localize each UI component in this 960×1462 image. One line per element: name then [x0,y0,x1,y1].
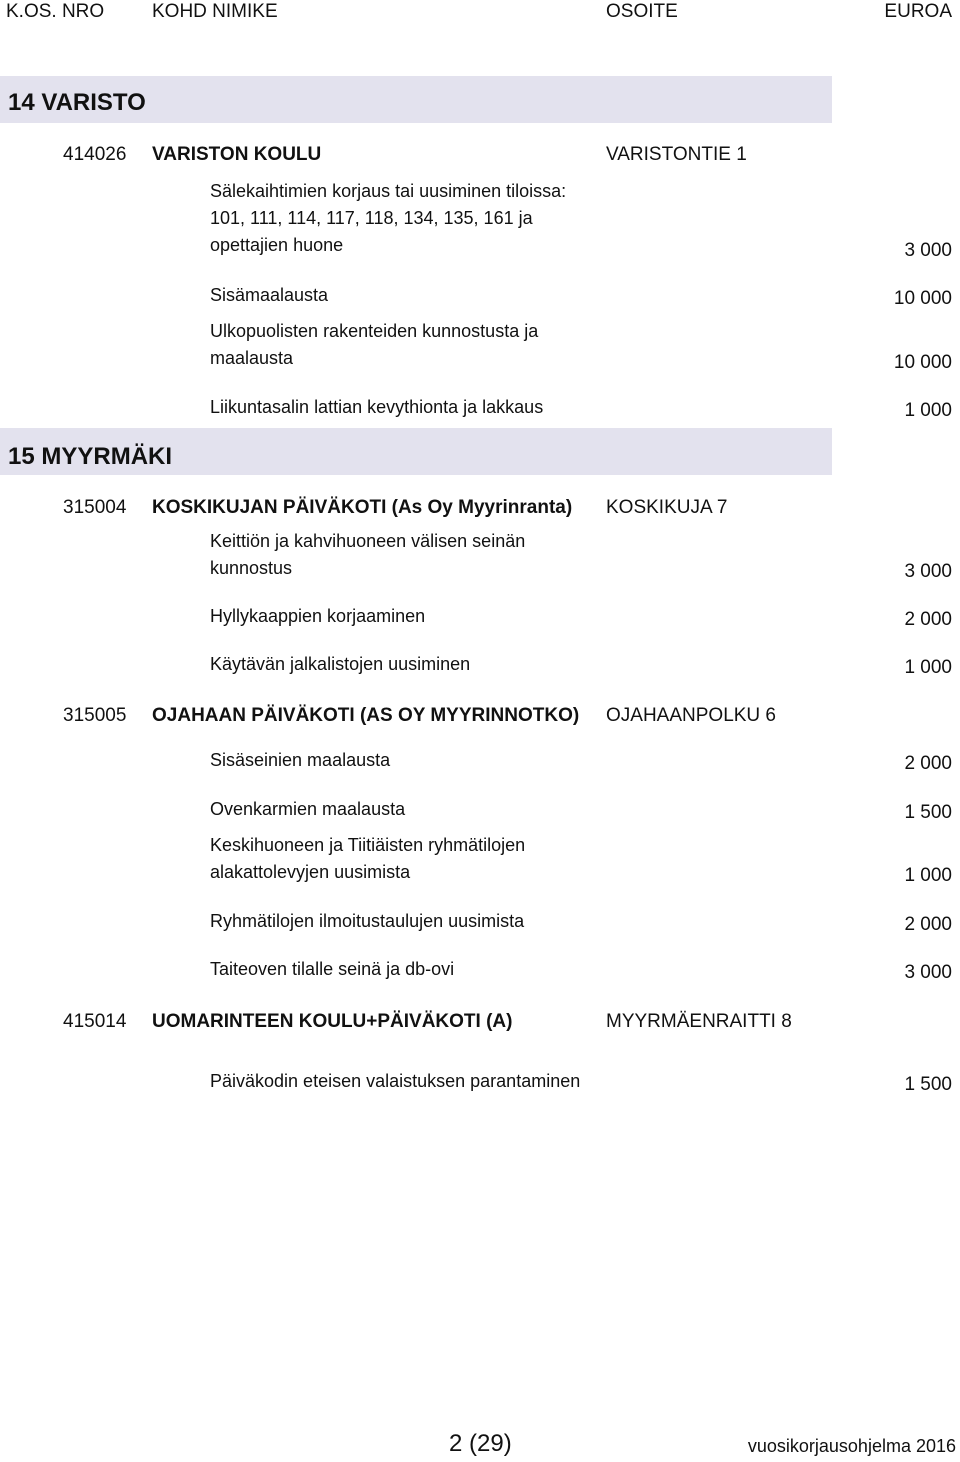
work-item-amount: 10 000 [893,352,952,373]
header-kohd-nimike: KOHD NIMIKE [152,1,278,22]
work-item-description: Ulkopuolisten rakenteiden kunnostusta ja maalausta [210,321,539,368]
work-item-description: Liikuntasalin lattian kevythionta ja lakkaus [210,397,544,417]
target-address: OJAHAANPOLKU 6 [606,705,776,726]
work-item-description: Sälekaihtimien korjaus tai uusiminen tiloissa: 101, 111, 114, 117, 118, 134, 135, 161 ja opettajien huone [210,181,567,255]
target-code: 414026 [63,144,127,165]
work-item-description: Sisämaalausta [210,285,329,305]
work-item-description: Taiteoven tilalle seinä ja db-ovi [210,959,455,979]
work-item-description: Keittiön ja kahvihuoneen välisen seinän kunnostus [210,531,526,578]
area-title-varisto: 14 VARISTO [8,89,146,116]
target-address: MYYRMÄENRAITTI 8 [606,1011,792,1032]
work-item-description: Sisäseinien maalausta [210,750,391,770]
work-item-amount: 2 000 [904,609,952,630]
work-item-amount: 1 000 [904,400,952,421]
work-item-amount: 1 500 [904,802,952,823]
area-title-myyrmaki: 15 MYYRMÄKI [8,443,173,470]
target-code: 315005 [63,705,127,726]
work-item-description: Käytävän jalkalistojen uusiminen [210,654,471,674]
work-item-amount: 3 000 [904,962,952,983]
work-item-amount: 2 000 [904,753,952,774]
target-name: VARISTON KOULU [152,144,322,165]
work-item-description: Ryhmätilojen ilmoitustaulujen uusimista [210,911,525,931]
target-name: KOSKIKUJAN PÄIVÄKOTI (As Oy Myyrinranta) [152,497,573,518]
work-item-description: Keskihuoneen ja Tiitiäisten ryhmätilojen alakattolevyjen uusimista [210,835,526,882]
target-name: OJAHAAN PÄIVÄKOTI (AS OY MYYRINNOTKO) [152,705,580,726]
work-item-amount: 10 000 [893,288,952,309]
work-item-description: Ovenkarmien maalausta [210,799,406,819]
work-item-description: Hyllykaappien korjaaminen [210,606,426,626]
header-osoite: OSOITE [606,1,678,22]
target-address: VARISTONTIE 1 [606,144,747,165]
work-item-amount: 3 000 [904,561,952,582]
work-item-amount: 3 000 [904,240,952,261]
work-item-amount: 1 000 [904,865,952,886]
header-euroa: EUROA [884,1,952,22]
work-item-amount: 1 500 [904,1074,952,1095]
work-item-description: Päiväkodin eteisen valaistuksen parantaminen [210,1071,581,1091]
page-number: 2 (29) [449,1430,512,1457]
target-code: 415014 [63,1011,127,1032]
work-item-amount: 2 000 [904,914,952,935]
header-kos-nro: K.OS. NRO [6,1,105,22]
work-item-amount: 1 000 [904,657,952,678]
target-code: 315004 [63,497,127,518]
document-name: vuosikorjausohjelma 2016 [747,1436,956,1456]
target-address: KOSKIKUJA 7 [606,497,728,518]
target-name: UOMARINTEEN KOULU+PÄIVÄKOTI (A) [152,1011,513,1032]
